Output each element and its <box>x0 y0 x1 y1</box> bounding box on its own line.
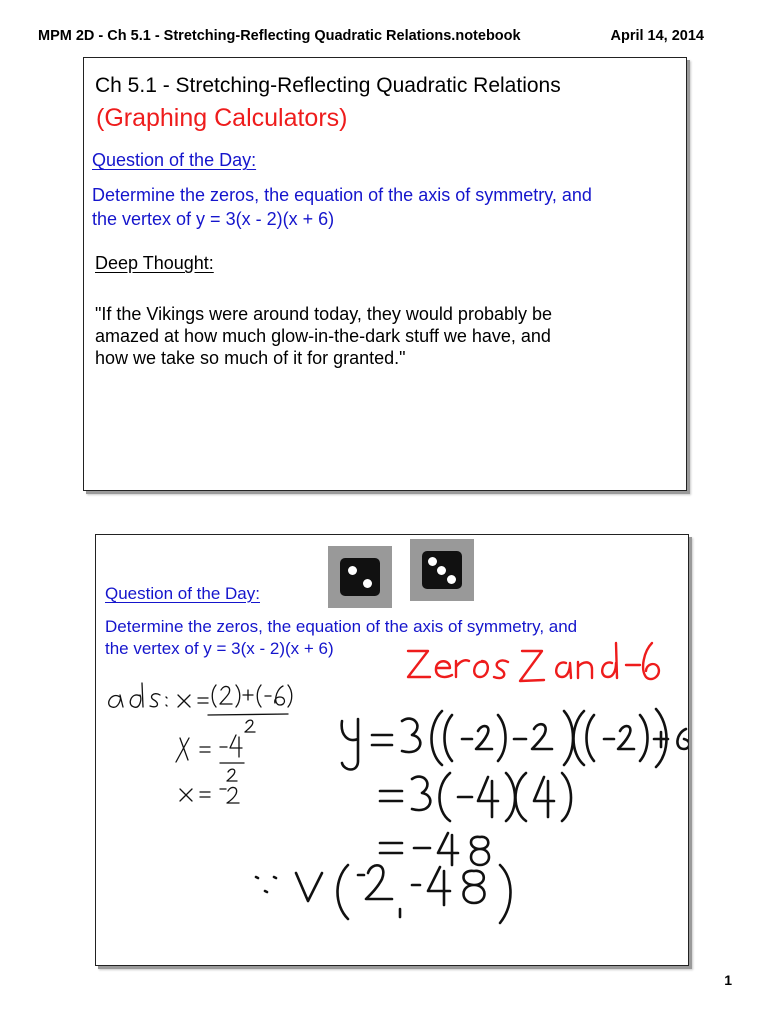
document-header-date: April 14, 2014 <box>610 28 704 44</box>
document-header-title: MPM 2D - Ch 5.1 - Stretching-Reflecting Quadratic Relations.notebook <box>38 28 521 44</box>
slide-1 <box>83 57 687 491</box>
slide-title: Ch 5.1 - Stretching-Reflecting Quadratic Relations <box>95 74 561 97</box>
question-line-2: the vertex of y = 3(x - 2)(x + 6) <box>92 209 335 229</box>
question-line-2: the vertex of y = 3(x - 2)(x + 6) <box>105 639 334 658</box>
slide-2 <box>95 534 689 966</box>
handwritten-zeros <box>408 643 659 681</box>
qotd-label: Question of the Day: <box>105 584 260 603</box>
handwritten-vertex-work <box>256 709 688 923</box>
question-line-1: Determine the zeros, the equation of the axis of symmetry, and <box>92 185 592 205</box>
question-line-1: Determine the zeros, the equation of the axis of symmetry, and <box>105 617 578 636</box>
quote-line-3: how we take so much of it for granted." <box>95 348 406 368</box>
slide-subtitle: (Graphing Calculators) <box>96 104 348 132</box>
quote-line-2: amazed at how much glow-in-the-dark stuff we have, and <box>95 326 551 346</box>
handwritten-solution <box>96 535 688 965</box>
quote-line-1: "If the Vikings were around today, they would probably be <box>95 304 553 324</box>
handwritten-aos <box>109 683 292 803</box>
deep-thought-label: Deep Thought: <box>95 253 214 273</box>
qotd-label: Question of the Day: <box>92 150 257 170</box>
page-number: 1 <box>724 972 732 988</box>
